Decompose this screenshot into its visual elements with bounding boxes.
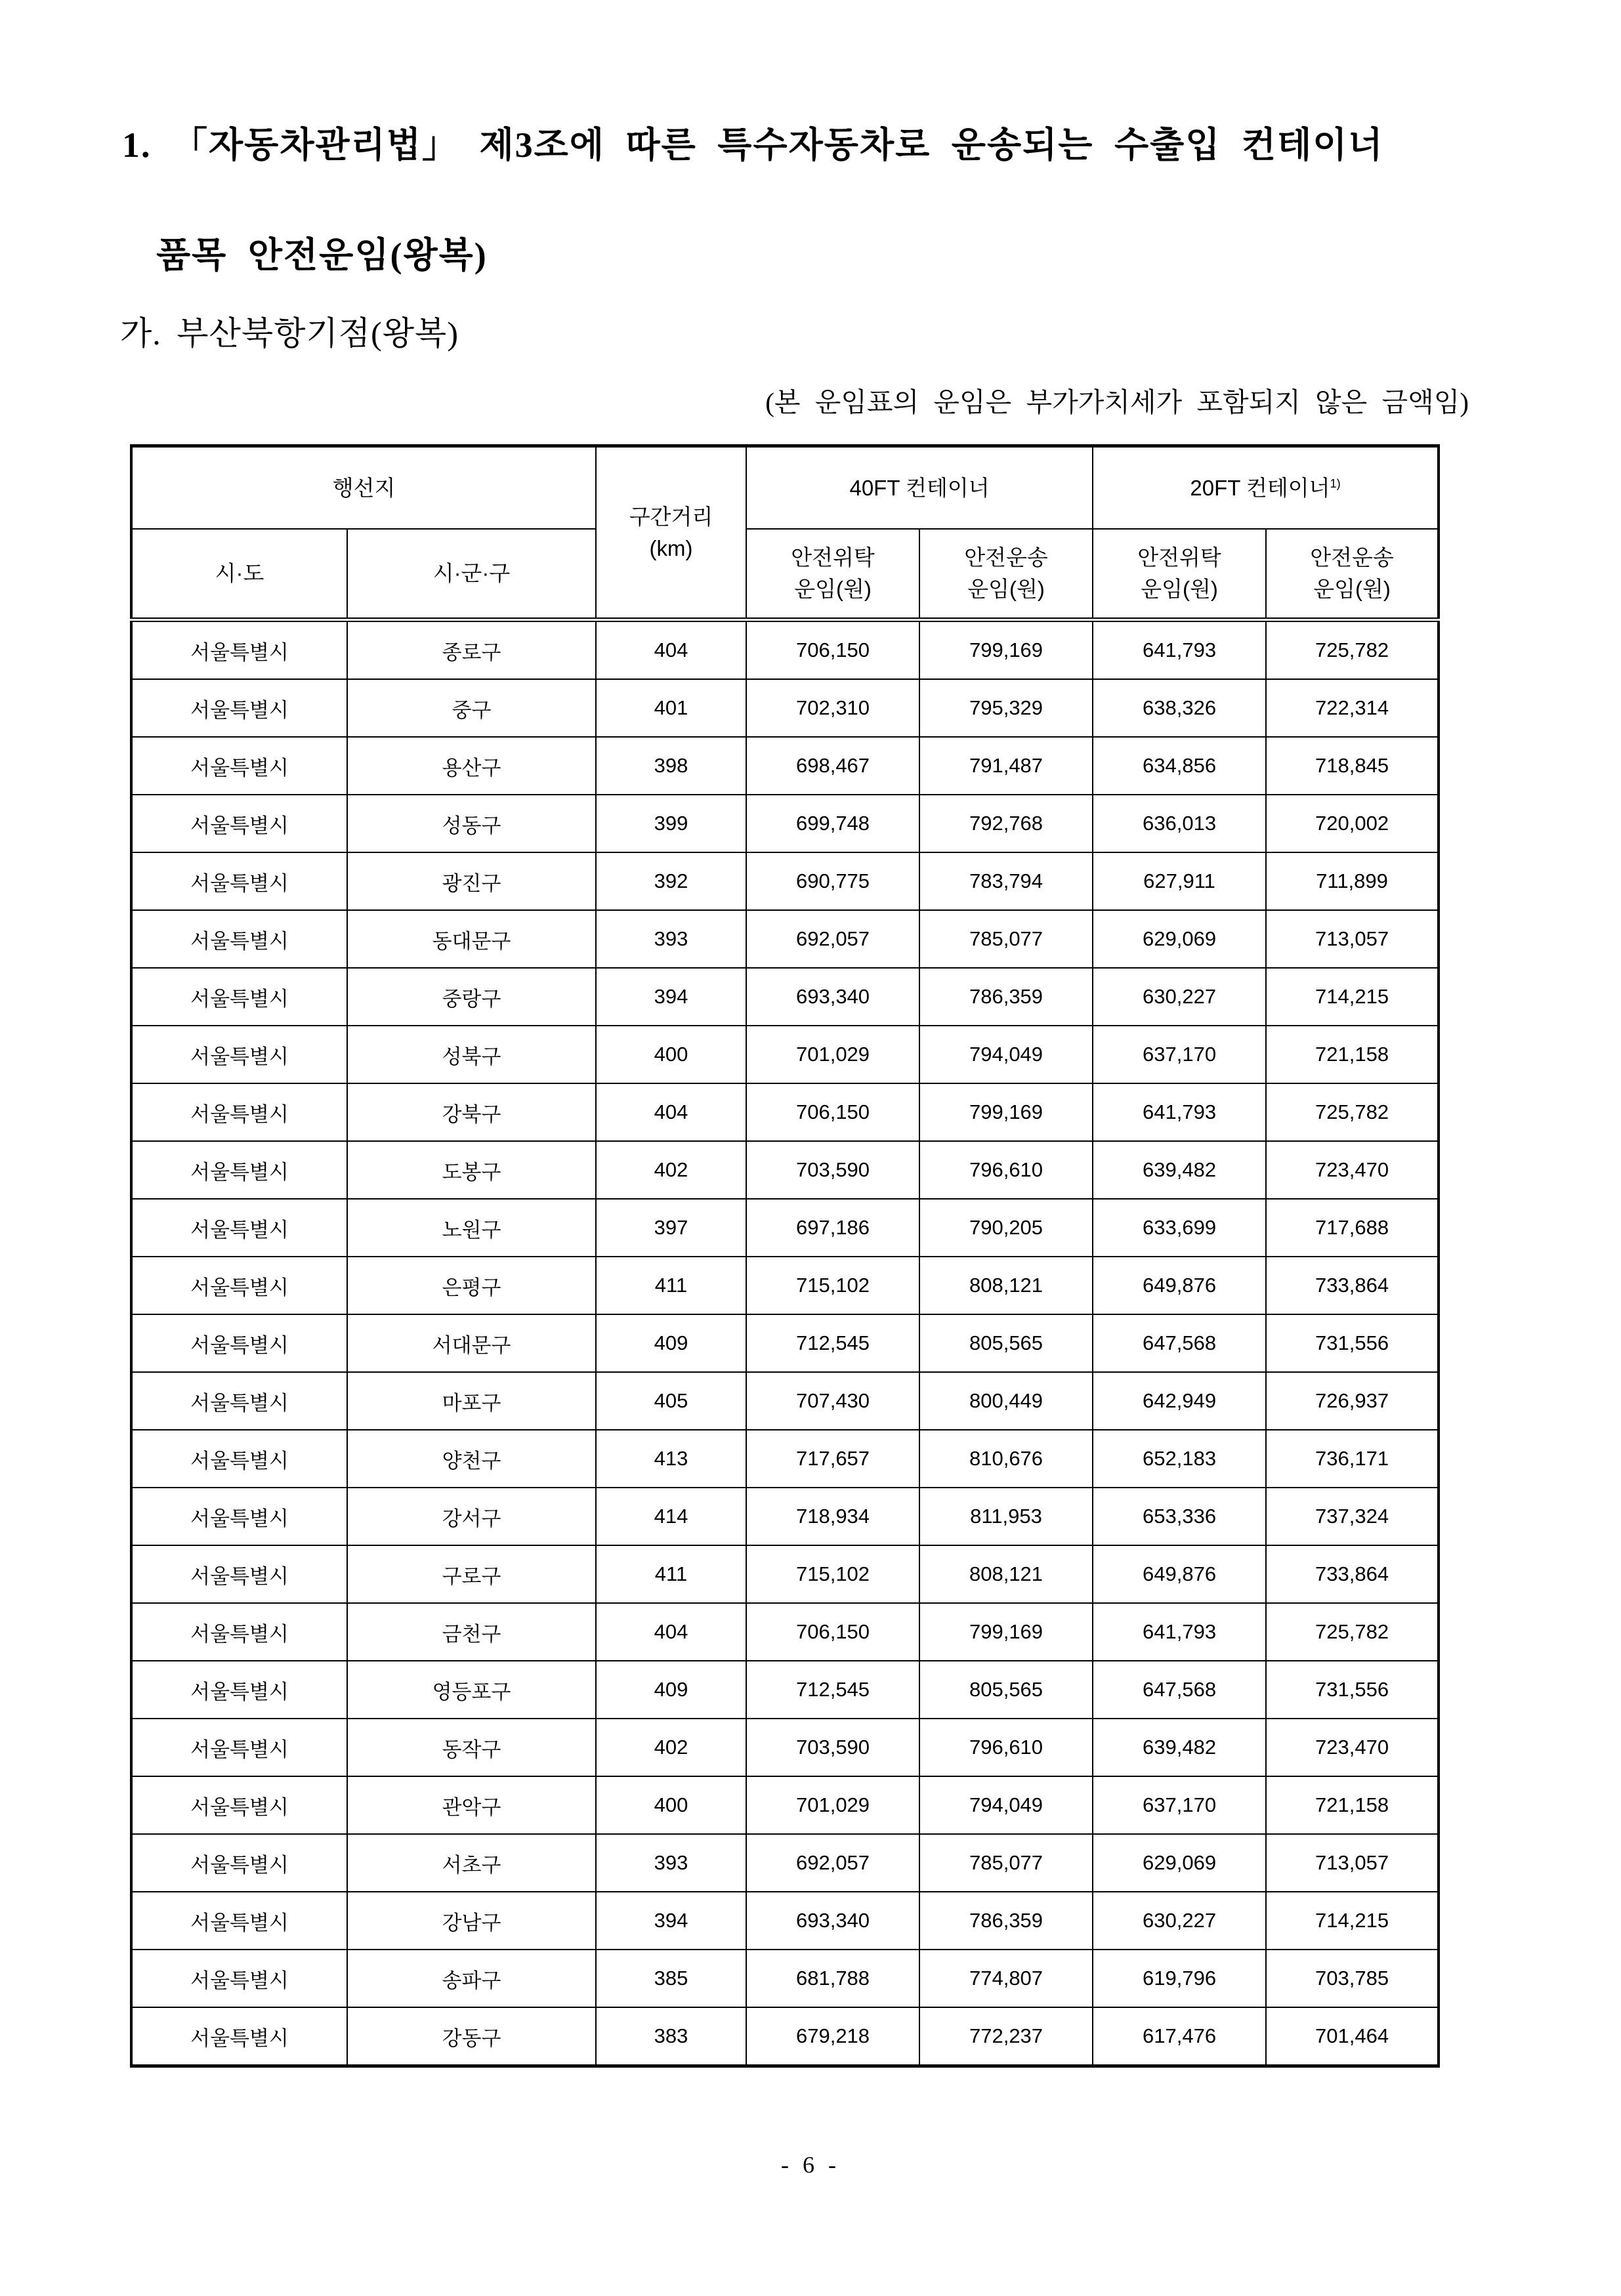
cell-sido: 서울특별시 xyxy=(131,1430,347,1488)
cell-20ft-transport-fare: 723,470 xyxy=(1266,1141,1439,1199)
cell-distance: 404 xyxy=(596,1603,746,1661)
cell-20ft-consign-fare: 637,170 xyxy=(1093,1776,1266,1834)
cell-40ft-consign-fare: 679,218 xyxy=(746,2007,919,2066)
cell-distance: 399 xyxy=(596,795,746,852)
cell-40ft-transport-fare: 808,121 xyxy=(919,1545,1093,1603)
cell-20ft-transport-fare: 718,845 xyxy=(1266,737,1439,795)
header-20ft-consign-fare xyxy=(1093,529,1266,620)
cell-sido: 서울특별시 xyxy=(131,2007,347,2066)
cell-distance: 409 xyxy=(596,1661,746,1719)
cell-sido: 서울특별시 xyxy=(131,852,347,910)
cell-20ft-transport-fare: 714,215 xyxy=(1266,1892,1439,1950)
cell-distance: 402 xyxy=(596,1719,746,1776)
cell-sido: 서울특별시 xyxy=(131,1950,347,2007)
cell-sido: 서울특별시 xyxy=(131,1892,347,1950)
header-transport-line2: 운임(원) xyxy=(1313,577,1391,601)
cell-40ft-transport-fare: 796,610 xyxy=(919,1719,1093,1776)
cell-distance: 400 xyxy=(596,1026,746,1083)
cell-40ft-transport-fare: 783,794 xyxy=(919,852,1093,910)
cell-district: 서초구 xyxy=(347,1834,596,1892)
cell-district: 강동구 xyxy=(347,2007,596,2066)
cell-20ft-transport-fare: 721,158 xyxy=(1266,1776,1439,1834)
header-20ft-label: 20FT 컨테이너 xyxy=(1190,475,1330,500)
cell-district: 중구 xyxy=(347,679,596,737)
cell-20ft-consign-fare: 617,476 xyxy=(1093,2007,1266,2066)
cell-40ft-consign-fare: 698,467 xyxy=(746,737,919,795)
cell-40ft-consign-fare: 681,788 xyxy=(746,1950,919,2007)
table-row xyxy=(131,852,1439,910)
cell-distance: 402 xyxy=(596,1141,746,1199)
cell-district: 구로구 xyxy=(347,1545,596,1603)
table-row xyxy=(131,1488,1439,1545)
cell-sido: 서울특별시 xyxy=(131,1661,347,1719)
cell-20ft-consign-fare: 629,069 xyxy=(1093,910,1266,968)
cell-sido: 서울특별시 xyxy=(131,795,347,852)
cell-district: 광진구 xyxy=(347,852,596,910)
cell-20ft-transport-fare: 736,171 xyxy=(1266,1430,1439,1488)
table-row xyxy=(131,910,1439,968)
cell-40ft-transport-fare: 786,359 xyxy=(919,1892,1093,1950)
cell-40ft-consign-fare: 703,590 xyxy=(746,1719,919,1776)
header-consign-line1: 안전위탁 xyxy=(1137,545,1221,570)
cell-district: 마포구 xyxy=(347,1372,596,1430)
cell-20ft-consign-fare: 642,949 xyxy=(1093,1372,1266,1430)
cell-sido: 서울특별시 xyxy=(131,1834,347,1892)
cell-sido: 서울특별시 xyxy=(131,1314,347,1372)
cell-20ft-consign-fare: 630,227 xyxy=(1093,968,1266,1026)
cell-40ft-transport-fare: 794,049 xyxy=(919,1776,1093,1834)
cell-sido: 서울특별시 xyxy=(131,1026,347,1083)
cell-40ft-transport-fare: 800,449 xyxy=(919,1372,1093,1430)
cell-40ft-consign-fare: 717,657 xyxy=(746,1430,919,1488)
cell-40ft-consign-fare: 692,057 xyxy=(746,910,919,968)
cell-20ft-consign-fare: 630,227 xyxy=(1093,1892,1266,1950)
cell-20ft-consign-fare: 638,326 xyxy=(1093,679,1266,737)
cell-20ft-consign-fare: 636,013 xyxy=(1093,795,1266,852)
cell-20ft-consign-fare: 627,911 xyxy=(1093,852,1266,910)
cell-20ft-transport-fare: 737,324 xyxy=(1266,1488,1439,1545)
page-title-line2: 품목 안전운임(왕복) xyxy=(156,236,488,275)
table-row xyxy=(131,1776,1439,1834)
cell-distance: 405 xyxy=(596,1372,746,1430)
cell-sido: 서울특별시 xyxy=(131,679,347,737)
table-row xyxy=(131,1430,1439,1488)
cell-district: 동작구 xyxy=(347,1719,596,1776)
cell-40ft-consign-fare: 703,590 xyxy=(746,1141,919,1199)
cell-20ft-consign-fare: 637,170 xyxy=(1093,1026,1266,1083)
cell-40ft-transport-fare: 805,565 xyxy=(919,1661,1093,1719)
cell-sido: 서울특별시 xyxy=(131,1199,347,1257)
cell-20ft-transport-fare: 733,864 xyxy=(1266,1257,1439,1314)
cell-sido: 서울특별시 xyxy=(131,910,347,968)
header-distance-label: 구간거리 xyxy=(629,504,713,529)
cell-district: 성북구 xyxy=(347,1026,596,1083)
cell-distance: 392 xyxy=(596,852,746,910)
table-row xyxy=(131,1603,1439,1661)
cell-district: 동대문구 xyxy=(347,910,596,968)
cell-40ft-consign-fare: 715,102 xyxy=(746,1257,919,1314)
cell-40ft-consign-fare: 707,430 xyxy=(746,1372,919,1430)
cell-20ft-transport-fare: 725,782 xyxy=(1266,620,1439,680)
cell-40ft-consign-fare: 699,748 xyxy=(746,795,919,852)
cell-20ft-consign-fare: 619,796 xyxy=(1093,1950,1266,2007)
cell-40ft-consign-fare: 690,775 xyxy=(746,852,919,910)
cell-20ft-consign-fare: 641,793 xyxy=(1093,1603,1266,1661)
cell-40ft-consign-fare: 706,150 xyxy=(746,1083,919,1141)
cell-district: 중랑구 xyxy=(347,968,596,1026)
cell-40ft-consign-fare: 718,934 xyxy=(746,1488,919,1545)
table-row xyxy=(131,1199,1439,1257)
cell-40ft-transport-fare: 799,169 xyxy=(919,1083,1093,1141)
cell-40ft-transport-fare: 785,077 xyxy=(919,1834,1093,1892)
cell-district: 용산구 xyxy=(347,737,596,795)
cell-20ft-transport-fare: 701,464 xyxy=(1266,2007,1439,2066)
cell-20ft-consign-fare: 639,482 xyxy=(1093,1719,1266,1776)
cell-40ft-transport-fare: 795,329 xyxy=(919,679,1093,737)
cell-20ft-transport-fare: 723,470 xyxy=(1266,1719,1439,1776)
cell-40ft-transport-fare: 805,565 xyxy=(919,1314,1093,1372)
cell-district: 영등포구 xyxy=(347,1661,596,1719)
cell-20ft-transport-fare: 720,002 xyxy=(1266,795,1439,852)
cell-distance: 385 xyxy=(596,1950,746,2007)
table-row xyxy=(131,1545,1439,1603)
cell-20ft-transport-fare: 703,785 xyxy=(1266,1950,1439,2007)
cell-distance: 394 xyxy=(596,1892,746,1950)
header-sido: 시·도 xyxy=(131,529,347,620)
cell-district: 금천구 xyxy=(347,1603,596,1661)
cell-40ft-transport-fare: 785,077 xyxy=(919,910,1093,968)
cell-distance: 411 xyxy=(596,1257,746,1314)
cell-sido: 서울특별시 xyxy=(131,968,347,1026)
cell-distance: 393 xyxy=(596,1834,746,1892)
cell-district: 양천구 xyxy=(347,1430,596,1488)
cell-district: 종로구 xyxy=(347,620,596,680)
cell-40ft-consign-fare: 702,310 xyxy=(746,679,919,737)
cell-sido: 서울특별시 xyxy=(131,620,347,680)
table-row xyxy=(131,2007,1439,2066)
cell-district: 강북구 xyxy=(347,1083,596,1141)
cell-distance: 397 xyxy=(596,1199,746,1257)
cell-district: 송파구 xyxy=(347,1950,596,2007)
cell-distance: 404 xyxy=(596,1083,746,1141)
cell-20ft-transport-fare: 713,057 xyxy=(1266,910,1439,968)
table-row xyxy=(131,1026,1439,1083)
cell-20ft-consign-fare: 649,876 xyxy=(1093,1545,1266,1603)
page-title-line1: 1. 「자동차관리법」 제3조에 따른 특수자동차로 운송되는 수출입 컨테이너 xyxy=(122,125,1384,165)
cell-20ft-transport-fare: 726,937 xyxy=(1266,1372,1439,1430)
section-heading: 가. 부산북항기점(왕복) xyxy=(120,315,459,352)
page-number: - 6 - xyxy=(781,2152,840,2178)
cell-40ft-transport-fare: 774,807 xyxy=(919,1950,1093,2007)
cell-20ft-consign-fare: 653,336 xyxy=(1093,1488,1266,1545)
cell-distance: 404 xyxy=(596,620,746,680)
header-consign-line1: 안전위탁 xyxy=(791,545,875,570)
cell-20ft-consign-fare: 652,183 xyxy=(1093,1430,1266,1488)
header-20ft-container xyxy=(1093,446,1439,530)
cell-20ft-consign-fare: 647,568 xyxy=(1093,1314,1266,1372)
header-transport-line1: 안전운송 xyxy=(1310,545,1394,570)
cell-20ft-transport-fare: 731,556 xyxy=(1266,1661,1439,1719)
cell-20ft-transport-fare: 713,057 xyxy=(1266,1834,1439,1892)
table-row xyxy=(131,1141,1439,1199)
header-distance xyxy=(596,446,746,620)
cell-sido: 서울특별시 xyxy=(131,1603,347,1661)
cell-40ft-transport-fare: 792,768 xyxy=(919,795,1093,852)
cell-distance: 393 xyxy=(596,910,746,968)
cell-40ft-transport-fare: 790,205 xyxy=(919,1199,1093,1257)
cell-distance: 398 xyxy=(596,737,746,795)
cell-district: 서대문구 xyxy=(347,1314,596,1372)
table-row xyxy=(131,1892,1439,1950)
table-row xyxy=(131,1719,1439,1776)
cell-40ft-consign-fare: 712,545 xyxy=(746,1314,919,1372)
cell-sido: 서울특별시 xyxy=(131,1719,347,1776)
header-40ft-container xyxy=(746,446,1093,530)
table-row xyxy=(131,1257,1439,1314)
cell-distance: 383 xyxy=(596,2007,746,2066)
cell-20ft-consign-fare: 629,069 xyxy=(1093,1834,1266,1892)
cell-40ft-consign-fare: 697,186 xyxy=(746,1199,919,1257)
cell-20ft-consign-fare: 634,856 xyxy=(1093,737,1266,795)
cell-sido: 서울특별시 xyxy=(131,1776,347,1834)
cell-40ft-transport-fare: 799,169 xyxy=(919,1603,1093,1661)
cell-20ft-transport-fare: 711,899 xyxy=(1266,852,1439,910)
cell-40ft-consign-fare: 712,545 xyxy=(746,1661,919,1719)
header-distance-unit: (km) xyxy=(649,535,693,560)
table-body xyxy=(131,620,1439,2066)
cell-40ft-transport-fare: 808,121 xyxy=(919,1257,1093,1314)
cell-district: 강서구 xyxy=(347,1488,596,1545)
header-40ft-transport-fare xyxy=(919,529,1093,620)
table-row xyxy=(131,968,1439,1026)
cell-distance: 401 xyxy=(596,679,746,737)
cell-20ft-transport-fare: 721,158 xyxy=(1266,1026,1439,1083)
table-row xyxy=(131,1314,1439,1372)
footnote-mark: 1) xyxy=(1330,476,1341,490)
cell-20ft-consign-fare: 633,699 xyxy=(1093,1199,1266,1257)
cell-20ft-consign-fare: 641,793 xyxy=(1093,620,1266,680)
cell-distance: 411 xyxy=(596,1545,746,1603)
cell-40ft-consign-fare: 706,150 xyxy=(746,1603,919,1661)
cell-district: 강남구 xyxy=(347,1892,596,1950)
cell-40ft-consign-fare: 706,150 xyxy=(746,620,919,680)
cell-district: 성동구 xyxy=(347,795,596,852)
table-row xyxy=(131,1372,1439,1430)
cell-40ft-consign-fare: 693,340 xyxy=(746,1892,919,1950)
header-40ft-consign-fare xyxy=(746,529,919,620)
cell-sido: 서울특별시 xyxy=(131,1372,347,1430)
cell-20ft-transport-fare: 722,314 xyxy=(1266,679,1439,737)
cell-sido: 서울특별시 xyxy=(131,1257,347,1314)
table-row xyxy=(131,620,1439,680)
cell-sido: 서울특별시 xyxy=(131,1488,347,1545)
cell-sido: 서울특별시 xyxy=(131,1141,347,1199)
header-sigungu: 시·군·구 xyxy=(347,529,596,620)
cell-20ft-transport-fare: 714,215 xyxy=(1266,968,1439,1026)
cell-sido: 서울특별시 xyxy=(131,1545,347,1603)
table-row xyxy=(131,795,1439,852)
cell-district: 도봉구 xyxy=(347,1141,596,1199)
cell-40ft-transport-fare: 772,237 xyxy=(919,2007,1093,2066)
cell-distance: 394 xyxy=(596,968,746,1026)
cell-distance: 400 xyxy=(596,1776,746,1834)
cell-district: 노원구 xyxy=(347,1199,596,1257)
cell-district: 관악구 xyxy=(347,1776,596,1834)
header-transport-line2: 운임(원) xyxy=(967,577,1045,601)
table-row xyxy=(131,1834,1439,1892)
cell-distance: 414 xyxy=(596,1488,746,1545)
cell-40ft-transport-fare: 794,049 xyxy=(919,1026,1093,1083)
cell-20ft-transport-fare: 725,782 xyxy=(1266,1603,1439,1661)
cell-20ft-transport-fare: 717,688 xyxy=(1266,1199,1439,1257)
cell-20ft-transport-fare: 731,556 xyxy=(1266,1314,1439,1372)
vat-note: (본 운임표의 운임은 부가가치세가 포함되지 않은 금액임) xyxy=(765,387,1469,417)
fare-table xyxy=(130,444,1440,2068)
cell-20ft-consign-fare: 641,793 xyxy=(1093,1083,1266,1141)
cell-40ft-transport-fare: 810,676 xyxy=(919,1430,1093,1488)
cell-40ft-transport-fare: 791,487 xyxy=(919,737,1093,795)
header-consign-line2: 운임(원) xyxy=(1141,577,1218,601)
cell-distance: 413 xyxy=(596,1430,746,1488)
cell-40ft-consign-fare: 701,029 xyxy=(746,1776,919,1834)
cell-40ft-transport-fare: 786,359 xyxy=(919,968,1093,1026)
cell-20ft-consign-fare: 647,568 xyxy=(1093,1661,1266,1719)
cell-20ft-transport-fare: 733,864 xyxy=(1266,1545,1439,1603)
cell-40ft-transport-fare: 811,953 xyxy=(919,1488,1093,1545)
table-row xyxy=(131,1083,1439,1141)
header-destination: 행선지 xyxy=(131,446,596,530)
cell-district: 은평구 xyxy=(347,1257,596,1314)
table-row xyxy=(131,1661,1439,1719)
cell-sido: 서울특별시 xyxy=(131,1083,347,1141)
cell-20ft-consign-fare: 649,876 xyxy=(1093,1257,1266,1314)
cell-40ft-transport-fare: 799,169 xyxy=(919,620,1093,680)
header-consign-line2: 운임(원) xyxy=(794,577,872,601)
cell-sido: 서울특별시 xyxy=(131,737,347,795)
table-row xyxy=(131,737,1439,795)
table-row xyxy=(131,679,1439,737)
fare-table-header xyxy=(131,446,1439,620)
table-row xyxy=(131,1950,1439,2007)
cell-40ft-transport-fare: 796,610 xyxy=(919,1141,1093,1199)
cell-40ft-consign-fare: 692,057 xyxy=(746,1834,919,1892)
header-transport-line1: 안전운송 xyxy=(964,545,1048,570)
cell-40ft-consign-fare: 715,102 xyxy=(746,1545,919,1603)
cell-20ft-transport-fare: 725,782 xyxy=(1266,1083,1439,1141)
cell-40ft-consign-fare: 701,029 xyxy=(746,1026,919,1083)
cell-20ft-consign-fare: 639,482 xyxy=(1093,1141,1266,1199)
cell-distance: 409 xyxy=(596,1314,746,1372)
header-40ft-label: 40FT 컨테이너 xyxy=(849,475,990,500)
header-20ft-transport-fare xyxy=(1266,529,1439,620)
cell-40ft-consign-fare: 693,340 xyxy=(746,968,919,1026)
